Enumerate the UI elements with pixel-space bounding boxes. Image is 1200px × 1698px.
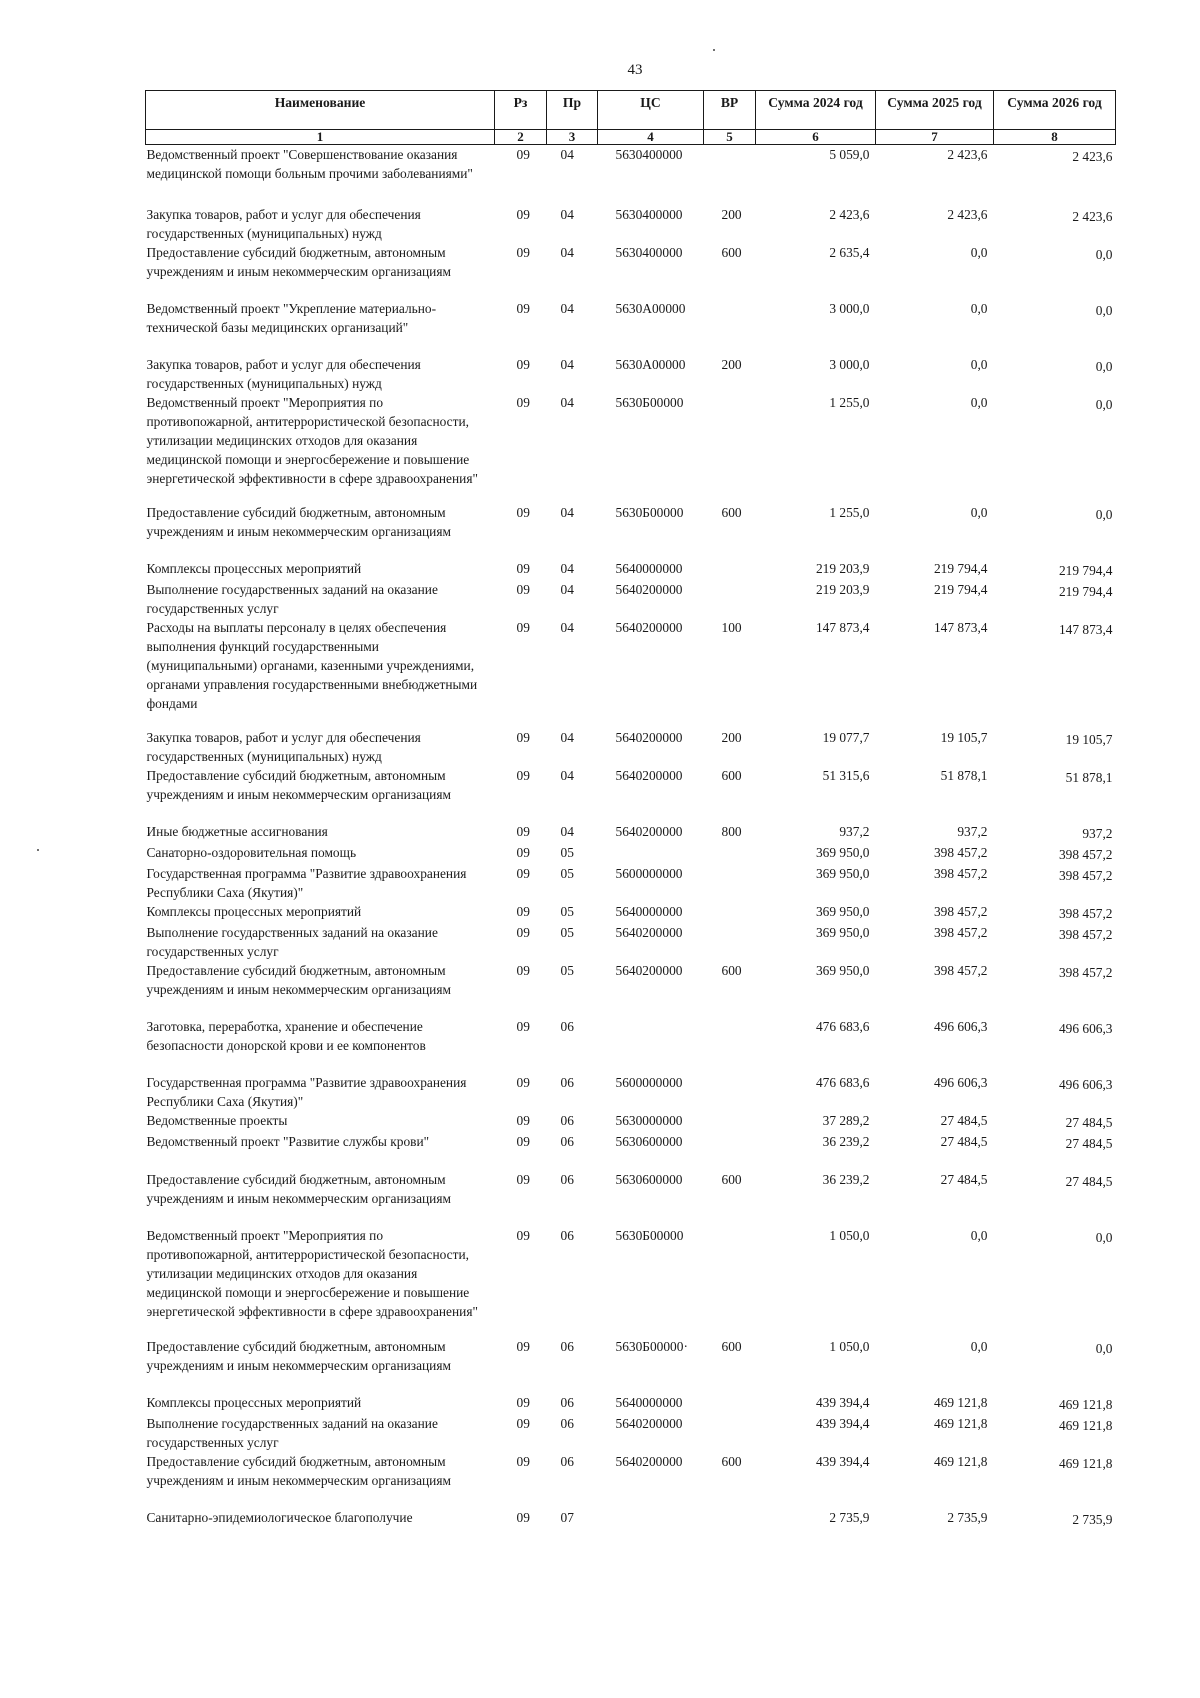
table-row bbox=[146, 961, 1116, 1017]
row-sum-2025: 398 457,2 bbox=[933, 903, 988, 919]
row-name: Предоставление субсидий бюджетным, автономным учреждениям и иным некоммерческим организациям bbox=[146, 767, 451, 802]
row-cs: 5640000000 bbox=[615, 1394, 683, 1410]
col-header-sum-2025: Сумма 2025 год bbox=[876, 91, 994, 130]
row-rz: 09 bbox=[516, 300, 530, 316]
row-pr: 07 bbox=[560, 1509, 574, 1525]
row-sum-2026: 219 794,4 bbox=[1058, 583, 1113, 599]
col-header-rz: Рз bbox=[495, 91, 547, 130]
table-row bbox=[146, 205, 1116, 243]
col-header-sum-2026: Сумма 2026 год bbox=[994, 91, 1116, 130]
col-header-sum-2024: Сумма 2024 год bbox=[756, 91, 876, 130]
row-pr: 06 bbox=[560, 1074, 574, 1090]
row-sum-2025: 469 121,8 bbox=[933, 1394, 988, 1410]
col-header-pr: Пр bbox=[547, 91, 598, 130]
row-rz: 09 bbox=[516, 394, 530, 410]
row-vr bbox=[704, 1226, 756, 1337]
header-row bbox=[146, 91, 1116, 130]
row-sum-2026: 27 484,5 bbox=[1065, 1173, 1113, 1189]
row-sum-2025: 147 873,4 bbox=[933, 619, 988, 635]
row-cs: 5640200000 bbox=[615, 924, 683, 940]
row-pr: 05 bbox=[560, 962, 574, 978]
row-vr: 600 bbox=[721, 1338, 742, 1354]
row-sum-2026: 0,0 bbox=[1095, 246, 1113, 262]
row-sum-2026: 19 105,7 bbox=[1065, 731, 1113, 747]
col-header-vr: ВР bbox=[704, 91, 756, 130]
row-vr bbox=[704, 1393, 756, 1414]
row-sum-2025: 496 606,3 bbox=[933, 1074, 988, 1090]
row-pr: 05 bbox=[560, 865, 574, 881]
table-row bbox=[146, 1170, 1116, 1226]
row-sum-2024: 219 203,9 bbox=[815, 560, 870, 576]
table-row bbox=[146, 580, 1116, 618]
col-number: 7 bbox=[876, 130, 994, 145]
row-sum-2025: 2 423,6 bbox=[947, 147, 988, 162]
row-name: Предоставление субсидий бюджетным, автономным учреждениям и иным некоммерческим организациям bbox=[146, 1453, 451, 1488]
row-sum-2025: 496 606,3 bbox=[933, 1018, 988, 1034]
row-rz: 09 bbox=[516, 560, 530, 576]
row-name: Комплексы процессных мероприятий bbox=[146, 560, 362, 576]
row-vr bbox=[704, 1111, 756, 1132]
row-vr: 100 bbox=[721, 619, 742, 635]
row-pr: 04 bbox=[560, 394, 574, 410]
row-sum-2025: 27 484,5 bbox=[940, 1133, 988, 1149]
row-sum-2026: 0,0 bbox=[1095, 506, 1113, 522]
row-vr: 600 bbox=[721, 962, 742, 978]
row-sum-2024: 219 203,9 bbox=[815, 581, 870, 597]
row-pr: 04 bbox=[560, 504, 574, 520]
row-name: Закупка товаров, работ и услуг для обеспечения государственных (муниципальных) нужд bbox=[146, 206, 421, 241]
row-sum-2025: 219 794,4 bbox=[933, 560, 988, 576]
row-name: Заготовка, переработка, хранение и обеспечение безопасности донорской крови и ее компонентов bbox=[146, 1018, 426, 1053]
row-vr bbox=[704, 559, 756, 580]
row-rz: 09 bbox=[516, 903, 530, 919]
row-rz: 09 bbox=[516, 823, 530, 839]
row-cs: 5640200000 bbox=[615, 619, 683, 635]
row-pr: 04 bbox=[560, 581, 574, 597]
row-rz: 09 bbox=[516, 1074, 530, 1090]
row-sum-2024: 2 423,6 bbox=[829, 206, 870, 222]
row-rz: 09 bbox=[516, 1509, 530, 1525]
row-name: Комплексы процессных мероприятий bbox=[146, 903, 362, 919]
row-sum-2024: 37 289,2 bbox=[822, 1112, 870, 1128]
table-row bbox=[146, 864, 1116, 902]
row-pr: 04 bbox=[560, 244, 574, 260]
row-sum-2025: 398 457,2 bbox=[933, 865, 988, 881]
row-sum-2024: 369 950,0 bbox=[815, 865, 870, 881]
row-cs: 5640200000 bbox=[615, 767, 683, 783]
row-sum-2024: 369 950,0 bbox=[815, 924, 870, 940]
row-cs: 5630Б00000 bbox=[615, 504, 684, 520]
row-cs: 5640200000 bbox=[615, 1415, 683, 1431]
row-vr bbox=[704, 843, 756, 864]
row-cs: 5600000000 bbox=[615, 1074, 683, 1090]
row-cs: 5630Б00000· bbox=[615, 1338, 688, 1354]
row-rz: 09 bbox=[516, 865, 530, 881]
row-sum-2025: 398 457,2 bbox=[933, 962, 988, 978]
col-header-cs: ЦС bbox=[598, 91, 704, 130]
table-row bbox=[146, 902, 1116, 923]
row-sum-2024: 369 950,0 bbox=[815, 844, 870, 860]
row-sum-2024: 476 683,6 bbox=[815, 1018, 870, 1034]
row-name: Ведомственный проект "Развитие службы крови" bbox=[146, 1133, 430, 1149]
table-row bbox=[146, 923, 1116, 961]
row-cs: 5600000000 bbox=[615, 865, 683, 881]
row-cs: 5630А00000 bbox=[615, 356, 686, 372]
row-rz: 09 bbox=[516, 767, 530, 783]
table-row bbox=[146, 243, 1116, 299]
row-rz: 09 bbox=[516, 962, 530, 978]
row-vr bbox=[704, 1017, 756, 1073]
table-row bbox=[146, 843, 1116, 864]
row-sum-2026: 496 606,3 bbox=[1058, 1076, 1113, 1092]
row-vr bbox=[704, 299, 756, 355]
row-rz: 09 bbox=[516, 356, 530, 372]
row-sum-2026: 0,0 bbox=[1095, 1229, 1113, 1245]
row-sum-2026: 0,0 bbox=[1095, 396, 1113, 412]
row-rz: 09 bbox=[516, 504, 530, 520]
row-pr: 04 bbox=[560, 147, 574, 162]
row-cs: 5640200000 bbox=[615, 823, 683, 839]
row-sum-2025: 469 121,8 bbox=[933, 1453, 988, 1469]
row-vr bbox=[704, 864, 756, 902]
table-row bbox=[146, 766, 1116, 822]
row-pr: 05 bbox=[560, 844, 574, 860]
row-name: Санитарно-эпидемиологическое благополучие bbox=[146, 1509, 413, 1525]
row-cs bbox=[598, 843, 704, 864]
table-row bbox=[146, 1017, 1116, 1073]
row-vr bbox=[704, 1508, 756, 1534]
row-sum-2025: 0,0 bbox=[970, 1338, 988, 1354]
row-sum-2024: 1 050,0 bbox=[829, 1338, 870, 1354]
row-pr: 06 bbox=[560, 1018, 574, 1034]
col-number: 1 bbox=[146, 130, 495, 145]
row-sum-2025: 0,0 bbox=[970, 1227, 988, 1243]
row-name: Выполнение государственных заданий на оказание государственных услуг bbox=[146, 1415, 438, 1450]
row-rz: 09 bbox=[516, 1227, 530, 1243]
row-sum-2026: 147 873,4 bbox=[1058, 621, 1113, 637]
row-vr: 600 bbox=[721, 1171, 742, 1187]
row-cs: 5630400000 bbox=[615, 244, 683, 260]
row-sum-2024: 51 315,6 bbox=[822, 767, 870, 783]
row-cs bbox=[598, 1508, 704, 1534]
row-sum-2026: 0,0 bbox=[1095, 358, 1113, 374]
row-cs: 5640200000 bbox=[615, 962, 683, 978]
row-vr: 200 bbox=[721, 356, 742, 372]
row-rz: 09 bbox=[516, 1338, 530, 1354]
row-sum-2026: 2 735,9 bbox=[1072, 1511, 1113, 1527]
row-sum-2024: 1 255,0 bbox=[829, 504, 870, 520]
row-pr: 06 bbox=[560, 1133, 574, 1149]
row-rz: 09 bbox=[516, 206, 530, 222]
table-row bbox=[146, 1393, 1116, 1414]
table-row bbox=[146, 145, 1116, 205]
row-sum-2026: 398 457,2 bbox=[1058, 926, 1113, 942]
row-sum-2025: 937,2 bbox=[957, 823, 988, 839]
row-vr: 200 bbox=[721, 206, 742, 222]
row-rz: 09 bbox=[516, 619, 530, 635]
row-sum-2025: 19 105,7 bbox=[940, 729, 988, 745]
row-sum-2026: 398 457,2 bbox=[1058, 964, 1113, 980]
table-row bbox=[146, 618, 1116, 728]
row-vr bbox=[704, 145, 756, 205]
row-pr: 06 bbox=[560, 1394, 574, 1410]
row-vr bbox=[704, 580, 756, 618]
row-cs: 5630Б00000 bbox=[615, 394, 684, 410]
col-number: 5 bbox=[704, 130, 756, 145]
row-sum-2025: 2 423,6 bbox=[947, 206, 988, 222]
row-pr: 04 bbox=[560, 729, 574, 745]
table-row bbox=[146, 503, 1116, 559]
table-row bbox=[146, 1508, 1116, 1534]
row-sum-2026: 398 457,2 bbox=[1058, 905, 1113, 921]
row-sum-2024: 476 683,6 bbox=[815, 1074, 870, 1090]
row-rz: 09 bbox=[516, 581, 530, 597]
row-cs: 5630400000 bbox=[615, 147, 683, 162]
row-sum-2026: 469 121,8 bbox=[1058, 1396, 1113, 1412]
row-vr: 600 bbox=[721, 767, 742, 783]
row-sum-2026: 398 457,2 bbox=[1058, 867, 1113, 883]
row-sum-2025: 27 484,5 bbox=[940, 1171, 988, 1187]
row-sum-2025: 27 484,5 bbox=[940, 1112, 988, 1128]
row-cs: 5630000000 bbox=[615, 1112, 683, 1128]
row-rz: 09 bbox=[516, 1415, 530, 1431]
table-row bbox=[146, 1132, 1116, 1170]
row-sum-2024: 937,2 bbox=[839, 823, 870, 839]
col-number: 2 bbox=[495, 130, 547, 145]
row-sum-2024: 1 255,0 bbox=[829, 394, 870, 410]
row-pr: 04 bbox=[560, 356, 574, 372]
row-sum-2024: 1 050,0 bbox=[829, 1227, 870, 1243]
row-cs: 5640000000 bbox=[615, 560, 683, 576]
table-row bbox=[146, 1452, 1116, 1508]
row-pr: 04 bbox=[560, 560, 574, 576]
row-cs: 5630400000 bbox=[615, 206, 683, 222]
row-rz: 09 bbox=[516, 1133, 530, 1149]
row-pr: 04 bbox=[560, 823, 574, 839]
row-sum-2024: 2 735,9 bbox=[829, 1509, 870, 1525]
row-vr: 600 bbox=[721, 244, 742, 260]
row-rz: 09 bbox=[516, 924, 530, 940]
row-rz: 09 bbox=[516, 1018, 530, 1034]
row-sum-2026: 398 457,2 bbox=[1058, 846, 1113, 862]
row-pr: 06 bbox=[560, 1171, 574, 1187]
row-rz: 09 bbox=[516, 1394, 530, 1410]
row-vr bbox=[704, 1073, 756, 1111]
row-name: Санаторно-оздоровительная помощь bbox=[146, 844, 357, 860]
row-vr: 600 bbox=[721, 1453, 742, 1469]
row-vr: 800 bbox=[721, 823, 742, 839]
row-name: Закупка товаров, работ и услуг для обеспечения государственных (муниципальных) нужд bbox=[146, 729, 421, 764]
table-row bbox=[146, 355, 1116, 393]
row-name: Иные бюджетные ассигнования bbox=[146, 823, 328, 839]
table-row bbox=[146, 728, 1116, 766]
row-vr bbox=[704, 902, 756, 923]
row-cs: 5640200000 bbox=[615, 1453, 683, 1469]
budget-table bbox=[145, 90, 1116, 1534]
row-sum-2025: 398 457,2 bbox=[933, 844, 988, 860]
col-number: 3 bbox=[547, 130, 598, 145]
row-sum-2026: 219 794,4 bbox=[1058, 562, 1113, 578]
row-rz: 09 bbox=[516, 1112, 530, 1128]
row-name: Предоставление субсидий бюджетным, автономным учреждениям и иным некоммерческим организациям bbox=[146, 1338, 451, 1373]
row-vr bbox=[704, 393, 756, 503]
page-number: 43 bbox=[627, 62, 643, 78]
row-sum-2026: 469 121,8 bbox=[1058, 1455, 1113, 1471]
row-name: Ведомственный проект "Мероприятия по противопожарной, антитеррористической безопасности, утилизации медицинских отходов для оказания медицинской помощи и энергосбережение и повышение энергетической эффективности в сфере здравоохранения" bbox=[146, 394, 478, 486]
row-sum-2026: 937,2 bbox=[1082, 825, 1113, 841]
row-sum-2024: 369 950,0 bbox=[815, 962, 870, 978]
scan-speck bbox=[37, 849, 39, 851]
row-name: Предоставление субсидий бюджетным, автономным учреждениям и иным некоммерческим организациям bbox=[146, 244, 451, 279]
row-sum-2024: 3 000,0 bbox=[829, 356, 870, 372]
table-row bbox=[146, 1414, 1116, 1452]
row-rz: 09 bbox=[516, 1171, 530, 1187]
row-name: Расходы на выплаты персоналу в целях обеспечения выполнения функций государственными (муниципальными) органами, казенными учреждениями, органами управления государственными внебюджетными фондами bbox=[146, 619, 478, 711]
row-sum-2024: 369 950,0 bbox=[815, 903, 870, 919]
row-name: Ведомственные проекты bbox=[146, 1112, 288, 1128]
row-sum-2024: 147 873,4 bbox=[815, 619, 870, 635]
row-sum-2026: 51 878,1 bbox=[1065, 769, 1113, 785]
row-sum-2024: 2 635,4 bbox=[829, 244, 870, 260]
table-row bbox=[146, 1337, 1116, 1393]
row-sum-2025: 219 794,4 bbox=[933, 581, 988, 597]
row-rz: 09 bbox=[516, 1453, 530, 1469]
row-sum-2026: 496 606,3 bbox=[1058, 1020, 1113, 1036]
row-pr: 04 bbox=[560, 300, 574, 316]
row-pr: 06 bbox=[560, 1415, 574, 1431]
row-sum-2026: 469 121,8 bbox=[1058, 1417, 1113, 1433]
table-row bbox=[146, 299, 1116, 355]
row-name: Комплексы процессных мероприятий bbox=[146, 1394, 362, 1410]
row-sum-2024: 439 394,4 bbox=[815, 1394, 870, 1410]
row-sum-2026: 2 423,6 bbox=[1072, 208, 1113, 224]
row-sum-2025: 0,0 bbox=[970, 300, 988, 316]
row-rz: 09 bbox=[516, 844, 530, 860]
row-cs: 5640200000 bbox=[615, 729, 683, 745]
table-row bbox=[146, 822, 1116, 843]
row-cs: 5630Б00000 bbox=[615, 1227, 684, 1243]
row-name: Ведомственный проект "Укрепление материально-технической базы медицинских организаций" bbox=[146, 300, 437, 335]
row-cs: 5630600000 bbox=[615, 1133, 683, 1149]
col-number: 8 bbox=[994, 130, 1116, 145]
row-sum-2025: 0,0 bbox=[970, 244, 988, 260]
row-pr: 05 bbox=[560, 903, 574, 919]
row-cs: 5640000000 bbox=[615, 903, 683, 919]
row-sum-2025: 469 121,8 bbox=[933, 1415, 988, 1431]
row-sum-2026: 0,0 bbox=[1095, 1340, 1113, 1356]
row-sum-2024: 36 239,2 bbox=[822, 1133, 870, 1149]
row-pr: 05 bbox=[560, 924, 574, 940]
row-rz: 09 bbox=[516, 147, 530, 162]
row-pr: 06 bbox=[560, 1112, 574, 1128]
row-sum-2024: 439 394,4 bbox=[815, 1453, 870, 1469]
row-pr: 04 bbox=[560, 206, 574, 222]
row-name: Выполнение государственных заданий на оказание государственных услуг bbox=[146, 924, 438, 959]
row-sum-2026: 2 423,6 bbox=[1072, 149, 1113, 164]
table-row bbox=[146, 1226, 1116, 1337]
row-vr bbox=[704, 923, 756, 961]
row-name: Выполнение государственных заданий на оказание государственных услуг bbox=[146, 581, 438, 616]
row-sum-2026: 27 484,5 bbox=[1065, 1114, 1113, 1130]
col-number: 6 bbox=[756, 130, 876, 145]
table-row bbox=[146, 1111, 1116, 1132]
column-number-row bbox=[146, 130, 1116, 145]
row-name: Предоставление субсидий бюджетным, автономным учреждениям и иным некоммерческим организациям bbox=[146, 962, 451, 997]
row-sum-2025: 0,0 bbox=[970, 394, 988, 410]
row-vr: 600 bbox=[721, 504, 742, 520]
table-row bbox=[146, 1073, 1116, 1111]
row-rz: 09 bbox=[516, 729, 530, 745]
row-sum-2024: 5 059,0 bbox=[829, 147, 870, 162]
row-sum-2025: 0,0 bbox=[970, 504, 988, 520]
row-name: Предоставление субсидий бюджетным, автономным учреждениям и иным некоммерческим организациям bbox=[146, 1171, 451, 1206]
row-rz: 09 bbox=[516, 244, 530, 260]
table-row bbox=[146, 393, 1116, 503]
row-sum-2025: 51 878,1 bbox=[940, 767, 988, 783]
table-row bbox=[146, 559, 1116, 580]
row-cs: 5640200000 bbox=[615, 581, 683, 597]
row-name: Предоставление субсидий бюджетным, автономным учреждениям и иным некоммерческим организациям bbox=[146, 504, 451, 539]
row-name: Ведомственный проект "Мероприятия по противопожарной, антитеррористической безопасности, утилизации медицинских отходов для оказания медицинской помощи и энергосбережение и повышение энергетической эффективности в сфере здравоохранения" bbox=[146, 1227, 478, 1319]
col-number: 4 bbox=[598, 130, 704, 145]
row-cs: 5630600000 bbox=[615, 1171, 683, 1187]
row-sum-2025: 398 457,2 bbox=[933, 924, 988, 940]
col-header-name: Наименование bbox=[146, 91, 495, 130]
row-name: Государственная программа "Развитие здравоохранения Республики Саха (Якутия)" bbox=[146, 1074, 467, 1109]
row-sum-2024: 36 239,2 bbox=[822, 1171, 870, 1187]
row-pr: 04 bbox=[560, 619, 574, 635]
scan-speck bbox=[713, 49, 715, 51]
row-sum-2024: 439 394,4 bbox=[815, 1415, 870, 1431]
row-pr: 06 bbox=[560, 1227, 574, 1243]
row-pr: 06 bbox=[560, 1338, 574, 1354]
row-name: Ведомственный проект "Совершенствование оказания медицинской помощи больным прочими заболеваниями" bbox=[146, 147, 473, 181]
row-name: Закупка товаров, работ и услуг для обеспечения государственных (муниципальных) нужд bbox=[146, 356, 421, 391]
row-sum-2025: 0,0 bbox=[970, 356, 988, 372]
row-vr bbox=[704, 1132, 756, 1170]
row-cs bbox=[598, 1017, 704, 1073]
row-sum-2025: 2 735,9 bbox=[947, 1509, 988, 1525]
row-sum-2026: 0,0 bbox=[1095, 302, 1113, 318]
row-pr: 06 bbox=[560, 1453, 574, 1469]
row-sum-2024: 3 000,0 bbox=[829, 300, 870, 316]
row-sum-2026: 27 484,5 bbox=[1065, 1135, 1113, 1151]
row-name: Государственная программа "Развитие здравоохранения Республики Саха (Якутия)" bbox=[146, 865, 467, 900]
row-vr bbox=[704, 1414, 756, 1452]
row-vr: 200 bbox=[721, 729, 742, 745]
row-sum-2024: 19 077,7 bbox=[822, 729, 870, 745]
row-pr: 04 bbox=[560, 767, 574, 783]
row-cs: 5630А00000 bbox=[615, 300, 686, 316]
